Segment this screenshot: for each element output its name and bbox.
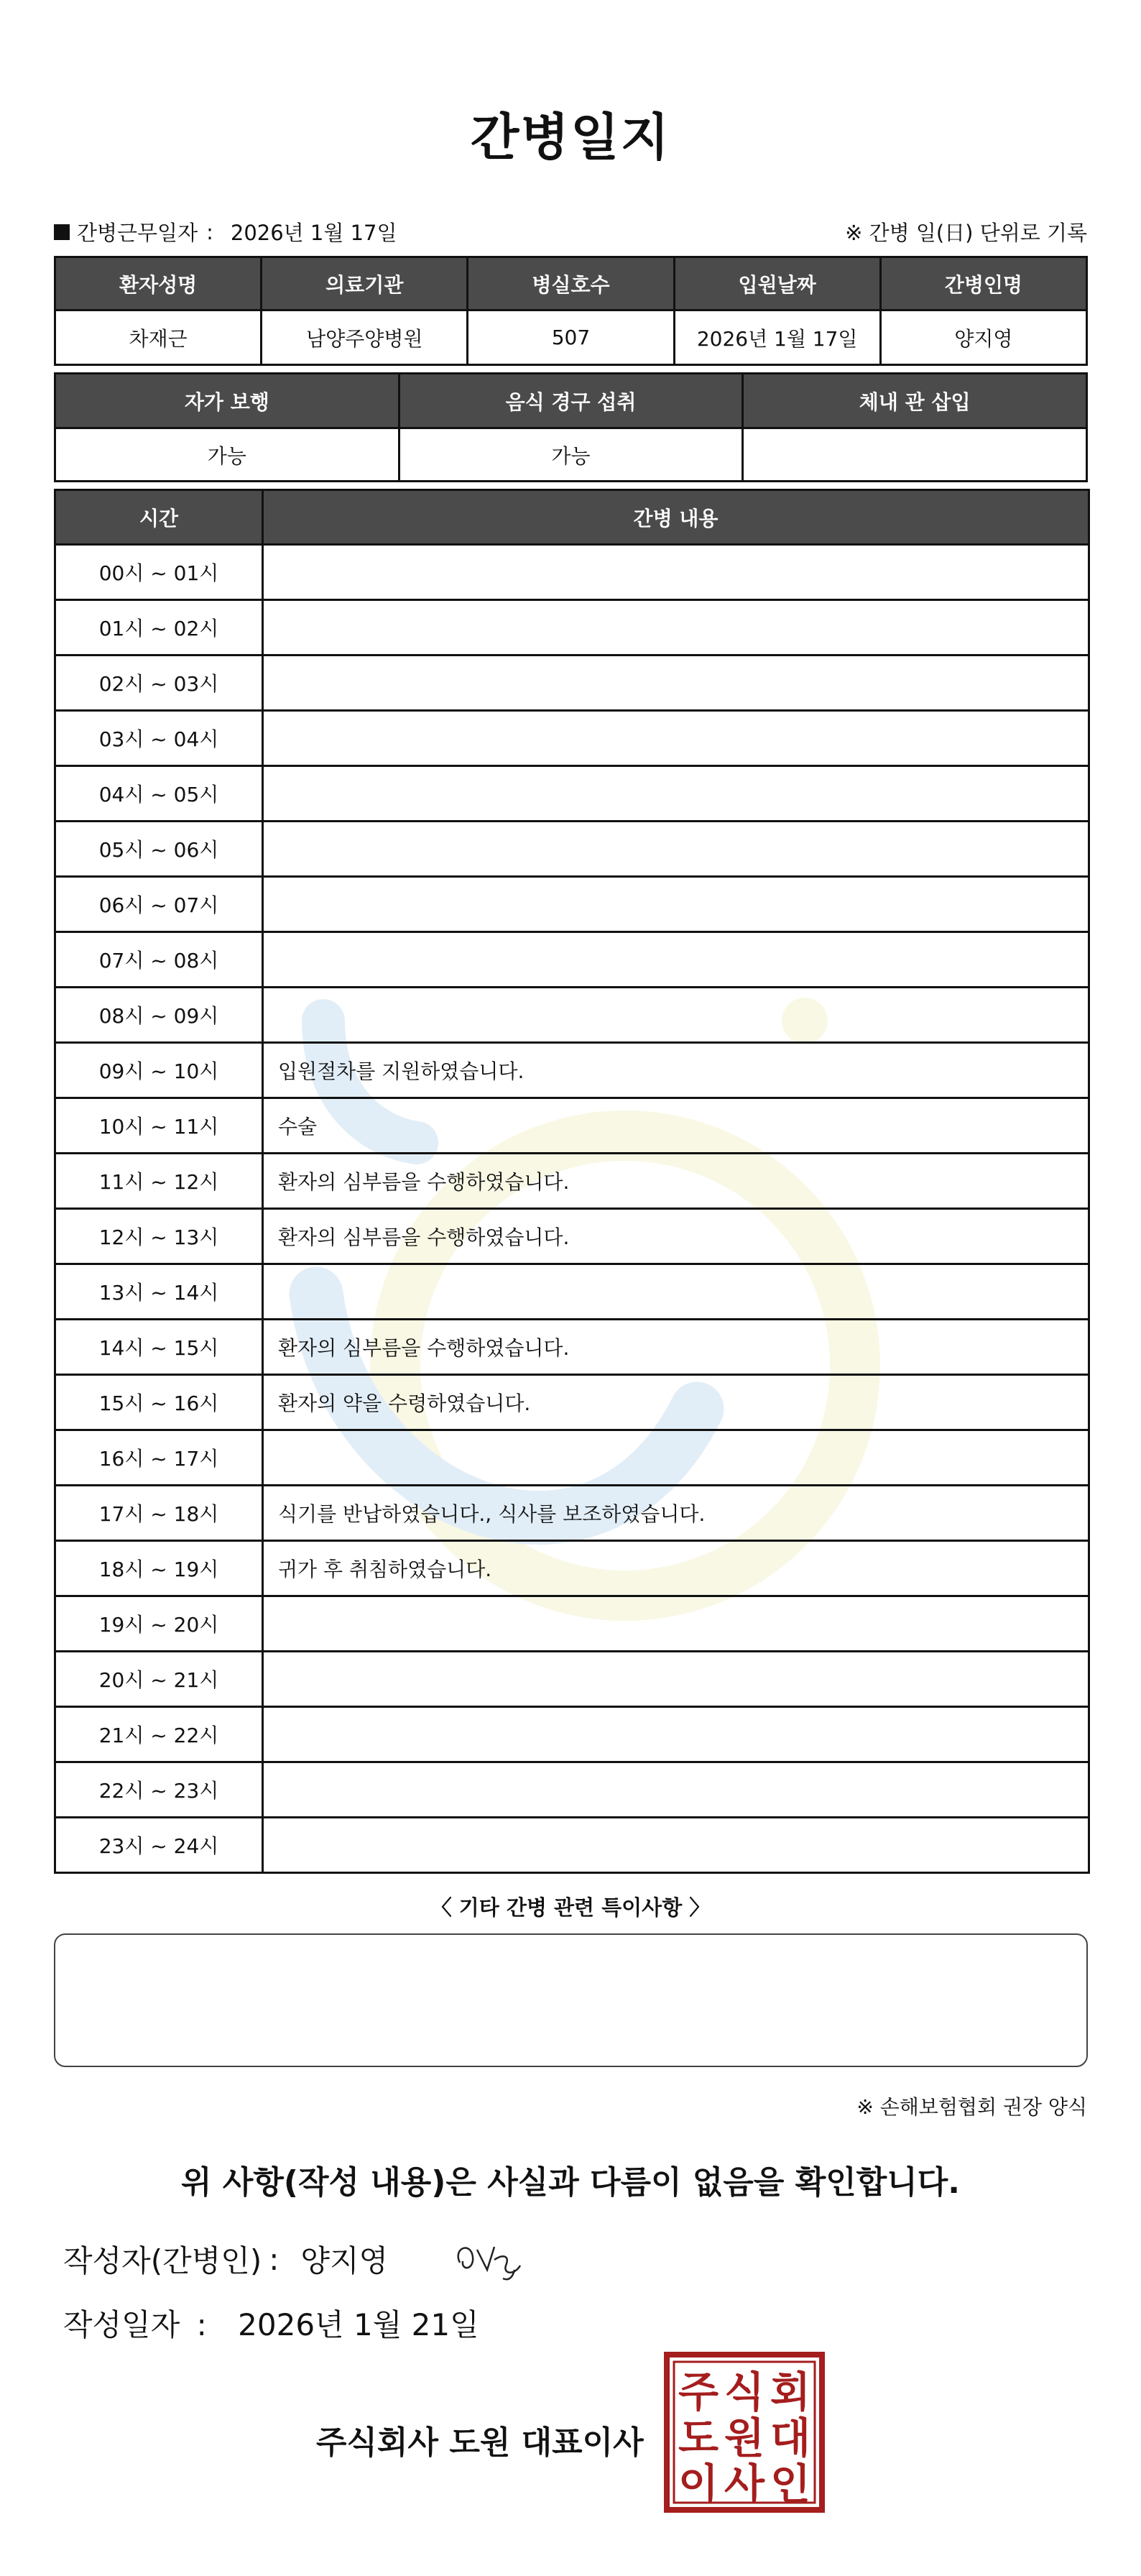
care-content[interactable] (263, 1762, 1089, 1818)
time-slot: 20시 ~ 21시 (55, 1652, 263, 1707)
table-row (55, 1818, 1089, 1873)
work-date-label: 간병근무일자 (77, 221, 198, 245)
notes-title: 〈 기타 간병 관련 특이사항 〉 (430, 1895, 711, 1920)
time-slot: 12시 ~ 13시 (55, 1209, 263, 1264)
time-slot: 21시 ~ 22시 (55, 1707, 263, 1762)
svg-text:주: 주 (678, 2368, 719, 2416)
writer-label: 작성자(간병인) (63, 2243, 262, 2278)
svg-text:회: 회 (770, 2368, 811, 2416)
table-row (55, 1486, 1089, 1541)
document-title: 간병일지 (470, 108, 671, 167)
time-slot: 05시 ~ 06시 (55, 822, 263, 877)
header-room-number: 병실호수 (468, 257, 674, 310)
header-oral-intake: 음식 경구 섭취 (399, 374, 743, 428)
table-row (55, 1154, 1089, 1209)
table-row (55, 1375, 1089, 1430)
special-notes-box[interactable] (54, 1933, 1088, 2067)
time-slot: 18시 ~ 19시 (55, 1541, 263, 1596)
table-row (55, 1707, 1089, 1762)
svg-text:대: 대 (770, 2414, 811, 2462)
time-slot: 13시 ~ 14시 (55, 1264, 263, 1320)
written-date-value: 2026년 1월 21일 (238, 2307, 479, 2342)
time-slot: 00시 ~ 01시 (55, 545, 263, 600)
table-row (55, 1209, 1089, 1264)
writer-name: 양지영 (300, 2243, 389, 2278)
written-date-label: 작성일자 (63, 2307, 180, 2342)
time-slot: 09시 ~ 10시 (55, 1043, 263, 1098)
company-ceo: 주식회사 도원 대표이사 (316, 2424, 644, 2461)
table-row (55, 1098, 1089, 1154)
confirmation-statement: 위 사항(작성 내용)은 사실과 다름이 없음을 확인합니다. (181, 2164, 960, 2201)
written-date-row (63, 2301, 479, 2345)
care-content[interactable] (263, 711, 1089, 766)
time-slot: 06시 ~ 07시 (55, 877, 263, 932)
work-date-line (54, 217, 397, 247)
care-content[interactable] (263, 1430, 1089, 1486)
time-slot: 01시 ~ 02시 (55, 600, 263, 656)
table-row (55, 1043, 1089, 1098)
tube-insertion-value (743, 428, 1087, 482)
time-slot: 23시 ~ 24시 (55, 1818, 263, 1873)
header-admission-date: 입원날짜 (674, 257, 880, 310)
table-row (55, 711, 1089, 766)
header-hospital: 의료기관 (262, 257, 468, 310)
unit-note: ※ 간병 일(日) 단위로 기록 (845, 221, 1087, 245)
care-content[interactable]: 수술 (263, 1098, 1089, 1154)
patient-status-table (54, 372, 1088, 482)
table-row (55, 1652, 1089, 1707)
table-row (55, 988, 1089, 1043)
care-log-table (54, 489, 1090, 1874)
time-slot: 04시 ~ 05시 (55, 766, 263, 822)
svg-text:식: 식 (724, 2368, 765, 2416)
patient-name: 차재근 (55, 310, 262, 365)
time-slot: 07시 ~ 08시 (55, 932, 263, 988)
care-content[interactable] (263, 822, 1089, 877)
care-content[interactable] (263, 545, 1089, 600)
signature-icon (453, 2234, 532, 2284)
patient-info-table (54, 256, 1088, 366)
time-slot: 08시 ~ 09시 (55, 988, 263, 1043)
work-date-colon: : (206, 219, 213, 244)
care-content[interactable] (263, 1264, 1089, 1320)
header-caregiver-name: 간병인명 (880, 257, 1086, 310)
square-bullet-icon (54, 224, 70, 240)
hospital-name: 남양주양병원 (262, 310, 468, 365)
table-row (55, 1596, 1089, 1652)
table-row (55, 1320, 1089, 1375)
time-slot: 22시 ~ 23시 (55, 1762, 263, 1818)
time-slot: 17시 ~ 18시 (55, 1486, 263, 1541)
svg-text:사: 사 (724, 2460, 765, 2508)
table-row (55, 932, 1089, 988)
care-content[interactable] (263, 988, 1089, 1043)
writer-row (63, 2234, 532, 2284)
time-slot: 02시 ~ 03시 (55, 656, 263, 711)
svg-text:도: 도 (678, 2414, 719, 2462)
table-row (55, 1762, 1089, 1818)
table-row (55, 822, 1089, 877)
care-content[interactable] (263, 1707, 1089, 1762)
care-content[interactable] (263, 656, 1089, 711)
time-slot: 10시 ~ 11시 (55, 1098, 263, 1154)
care-content[interactable]: 입원절차를 지원하였습니다. (263, 1043, 1089, 1098)
room-number: 507 (468, 310, 674, 365)
time-slot: 14시 ~ 15시 (55, 1320, 263, 1375)
care-content[interactable]: 귀가 후 취침하였습니다. (263, 1541, 1089, 1596)
care-content[interactable] (263, 766, 1089, 822)
care-content[interactable] (263, 1818, 1089, 1873)
admission-date: 2026년 1월 17일 (674, 310, 880, 365)
self-walking-value: 가능 (55, 428, 399, 482)
time-slot: 03시 ~ 04시 (55, 711, 263, 766)
written-date-colon: : (196, 2307, 207, 2342)
table-row (55, 1264, 1089, 1320)
care-content[interactable] (263, 600, 1089, 656)
time-slot: 11시 ~ 12시 (55, 1154, 263, 1209)
care-content[interactable]: 환자의 심부름을 수행하였습니다. (263, 1320, 1089, 1375)
company-seal-icon (662, 2350, 826, 2514)
table-row (55, 766, 1089, 822)
table-row (55, 1430, 1089, 1486)
svg-text:이: 이 (678, 2460, 719, 2508)
header-self-walking: 자가 보행 (55, 374, 399, 428)
time-slot: 15시 ~ 16시 (55, 1375, 263, 1430)
care-content[interactable] (263, 877, 1089, 932)
care-content[interactable]: 환자의 약을 수령하였습니다. (263, 1375, 1089, 1430)
svg-text:원: 원 (724, 2414, 765, 2462)
care-content[interactable]: 환자의 심부름을 수행하였습니다. (263, 1209, 1089, 1264)
table-row (55, 877, 1089, 932)
care-content[interactable]: 식기를 반납하였습니다., 식사를 보조하였습니다. (263, 1486, 1089, 1541)
care-content[interactable] (263, 1596, 1089, 1652)
writer-colon: : (269, 2241, 280, 2277)
care-content[interactable]: 환자의 심부름을 수행하였습니다. (263, 1154, 1089, 1209)
header-time: 시간 (55, 490, 263, 545)
table-row (55, 1541, 1089, 1596)
time-slot: 19시 ~ 20시 (55, 1596, 263, 1652)
oral-intake-value: 가능 (399, 428, 743, 482)
caregiver-name: 양지영 (880, 310, 1086, 365)
header-patient-name: 환자성명 (55, 257, 262, 310)
table-row (55, 656, 1089, 711)
header-care-content: 간병 내용 (263, 490, 1089, 545)
header-tube-insertion: 체내 관 삽입 (743, 374, 1087, 428)
svg-text:인: 인 (770, 2460, 811, 2508)
work-date-value: 2026년 1월 17일 (230, 221, 397, 245)
care-content[interactable] (263, 932, 1089, 988)
care-content[interactable] (263, 1652, 1089, 1707)
table-row (55, 545, 1089, 600)
recommend-note: ※ 손해보험협회 권장 양식 (856, 2095, 1087, 2119)
table-row (55, 600, 1089, 656)
time-slot: 16시 ~ 17시 (55, 1430, 263, 1486)
